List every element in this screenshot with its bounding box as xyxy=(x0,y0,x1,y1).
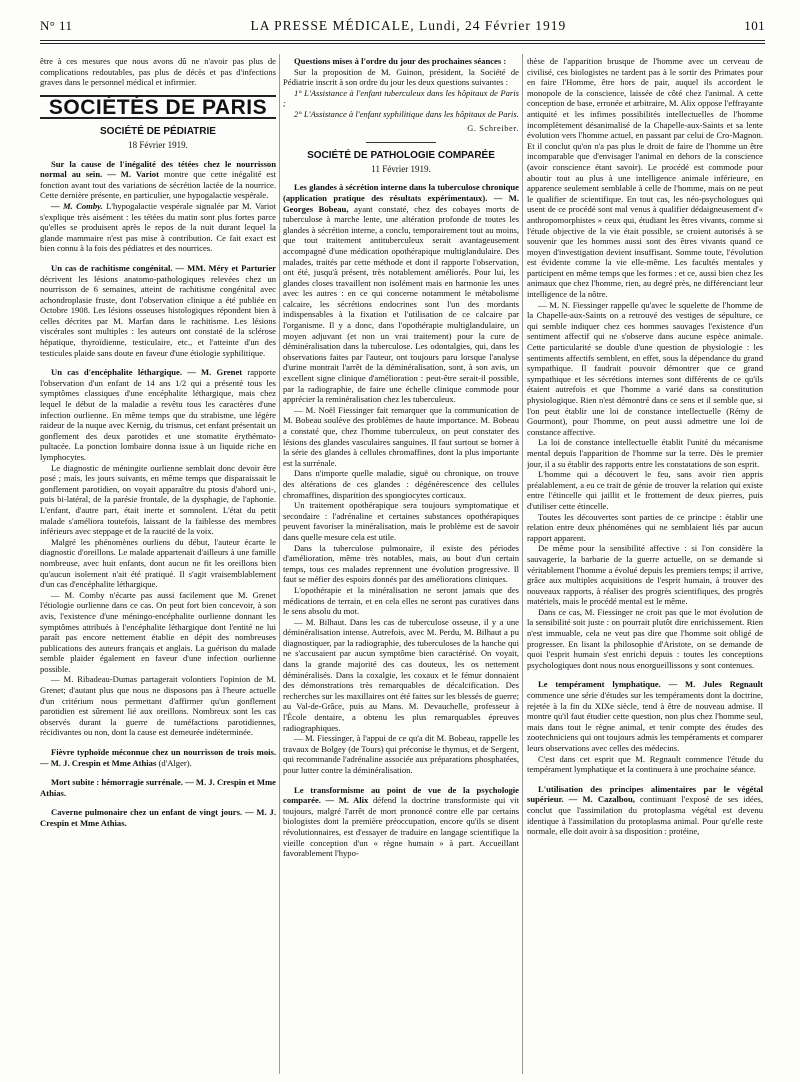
article-paragraph: — M. Ribadeau-Dumas partagerait volontiers l'opinion de M. Grenet; d'autant plus que nous ne disposons pas à l'heure actuelle d'un critérium nous permettant d'affirmer qu'un gonflement parotidien est sûrement lié aux oreillons. Nombreux sont les cas observés durant la guerre de tuméfactions parotidiennes, récidivantes ou non, dont la cause est demeurée indéterminée. xyxy=(40,674,276,738)
column-right xyxy=(527,56,763,1074)
intro-paragraph: être à ces mesures que nous avons dû ne n'avoir pas plus de complications redoutables, pas plus de décès et pas d'infections graves dans le personnel médical et infirmier. xyxy=(40,56,276,88)
article-paragraph: — M. Fiessinger, à l'appui de ce qu'a dit M. Bobeau, rappelle les travaux de Bolgey (de Tours) qui préconise le thymus, et de Sergent, qui recommande l'adrénaline associée aux préparations phosphatées, pour lutter contre la déminéralisation. xyxy=(283,733,519,775)
article-paragraph: Malgré les phénomènes ourliens du début, l'auteur écarte le diagnostic d'oreillons. Le malade appartenait d'ailleurs à une famille nombreuse, avec huit enfants, dont aucun ne fit les oreillons bien qu'aucun isolement n'ait été pratiqué. Il s'agit vraisemblablement d'un cas d'encéphalite léthargique. xyxy=(40,536,276,590)
issue-number: N° 11 xyxy=(40,18,73,33)
article-paragraph: L'homme qui a découvert le feu, sans avoir rien appris préalablement, a eu ce trait de génie de trouver la relation qui existe entre l'étincelle qui jaillit et le frottement de deux pierres, puis d'utiliser cette étincelle. xyxy=(527,469,763,511)
society-heading: SOCIÉTÉ DE PÉDIATRIE xyxy=(100,126,216,138)
section-title: SOCIÉTÉS DE PARIS xyxy=(40,95,276,120)
article-paragraph: — M. N. Fiessinger rappelle qu'avec le squelette de l'homme de la Chapelle-aux-Saints on a retrouvé des vestiges de sépulture, ce qui semble indiquer chez ces hommes sauvages l'existence d'un sentiment affectif qui ne s'observe dans aucune espèce animale. Cette particularité se double d'une question de physiologie : les sentiments affectifs semblent, en effet, sous la dépendance du grand sympathique. Il faudrait pouvoir démontrer que ce grand sympathique et les sécrétions internes sont différents de ce qu'ils étaient autrefois et que l'homme a varié dans sa constitution physiologique. Rien n'est démontré dans ce sens et il semble que, si l'on peut établir une loi de constance intellectuelle (Rémy de Gourmont), pour l'homme, on peut aussi admettre une loi de constance affective. xyxy=(527,299,763,437)
column-divider xyxy=(279,54,280,1074)
header-rule-second xyxy=(40,43,765,44)
article-paragraph: La loi de constance intellectuelle établit l'unité du mécanisme mental depuis l'apparition de l'homme sur la terre. Dès le premier jour, il a su établir des rapports entre les constatations de son esprit. xyxy=(527,437,763,469)
article-paragraph: Les glandes à sécrétion interne dans la tuberculose chronique (application pratique des résultats expérimentaux). — M. Georges Bobeau, ayant constaté, chez des cobayes morts de tuberculose à marche lente, une altération profonde de toutes les glandes à sécrétion interne, a conclu, temporairement tout au moins, que tout traitement antituberculeux serait avantageusement accompagné d'une médication opothérapique multiglandulaire. Des malades, traités par cette méthode et dont il rapporte l'observation, ont été, jusqu'à présent, très notablement améliorés. Pour lui, les glandes closes travaillent non isolément mais en harmonie les unes avec les autres : en ce qui concerne notamment le métabolisme calcaire, les sécrétions endocrines sont l'un des mordants indispensables à la fixation et l'utilisation de ce calcaire par l'organisme. Il y a donc, dans l'opothérapie multiglandulaire, un moyen adjuvant (et non un vrai traitement) pour la cure de déminéralisation dans la tuberculose. Les odontalgies, qui, dans les observations faites par l'auteur, ont toujours paru lorsque l'analyse d'urine montrait l'arrêt de la déminéralisation, sont, à son avis, un excellent signe clinique d'amélioration : peut-être serait-il possible, par la radiographie, de faire une échelle clinique commode pour apprécier la reminéralisation chez les tuberculeux. xyxy=(283,182,519,405)
article-title: Caverne pulmonaire chez un enfant de vingt jours. — M. J. Crespin et Mme Athias. xyxy=(40,807,276,828)
article-paragraph: Le tempérament lymphatique. — M. Jules Regnault commence une série d'études sur les tempéraments dont la doctrine, rejetée à la fin du XIXe siècle, tend à être de nouveau admise. Il montre qu'il faut étudier cette question, non plus chez l'homme seul, mais dans tout le règne animal, et tenir compte des études des zootechniciens qui ont toujours admis les tempéraments et comparer leurs observations avec celles des médecins. xyxy=(527,679,763,753)
article-paragraph: Dans n'importe quelle maladie, siguë ou chronique, on trouve des altérations de ces glandes : dégénérescence des cellules chromaffines, disparition des spongiocytes corticaux. xyxy=(283,468,519,500)
article-paragraph: — M. Bilhaut. Dans les cas de tuberculose osseuse, il y a une déminéralisation intense. Autrefois, avec M. Perdu, M. Bilhaut a pu diagnostiquer, par la radiographie, des tuberculoses de la hanche qui ne s'accusaient par aucun symptôme bien caractérisé. On voyait, dans la grande majorité des cas douteux, les os nettement déminéralisés. Dans la coxalgie, les coxaux et le fémur donnaient des démonstrations très remarquables de décalcification. Des recherches sur les maxillaires ont été faites sur les blessés de guerre; au Val-de-Grâce, puis au Mans. M. Devauchelle, professeur à l'École dentaire, a obtenu les plus remarquables épreuves radiographiques. xyxy=(283,616,519,733)
article-paragraph: — M. Comby. L'hypogalactie vespérale signalée par M. Variot s'explique très aisément : les tétées du matin sont plus fortes parce qu'elles se produisent après le repos de la nuit durant lequel la glande mammaire n'est pas mise à contribution. Ce fait exact est bien connu à la fois des pédiatres et des nourrices. xyxy=(40,200,276,254)
article-paragraph: Dans ce cas, M. Fiessinger ne croit pas que le mot évolution de la sensibilité soit juste : on pourrait plutôt dire enrichissement. Rien n'est immuable, cela ne veut pas dire que l'homme soit obligé de progresser. En lisant la philosophie d'Aristote, on se demande de quoi l'esprit humain s'est enrichi depuis : toutes les conceptions psychologiques dont nous nous enorgueillissons y sont contenues. xyxy=(527,606,763,670)
article-paragraph: L'opothérapie et la minéralisation ne seront jamais que des médications de terrain, et en cela elles ne seront pas curatives dans le sens absolu du mot. xyxy=(283,584,519,617)
separator-rule xyxy=(366,142,436,143)
article-paragraph: — M. Noël Fiessinger fait remarquer que la communication de M. Bobeau soulève des problèmes de haute importance. M. Bobeau a constaté que, chez l'homme tuberculeux, on peut constater des lésions des glandes vasculaires sanguines. Il faut surtout se borner à la série des glandes à cellules chromaffines, dont la plus importante est la surrénale. xyxy=(283,404,519,468)
article-paragraph: Dans la tuberculose pulmonaire, il existe des périodes d'amélioration, même très notables, mais, au bout d'un certain temps, tous ces malades reprennent une évolution progressive. Il faut se méfier des espoirs donnés par des améliorations cliniques. xyxy=(283,542,519,585)
journal-title: LA PRESSE MÉDICALE, Lundi, 24 Février 1919 xyxy=(250,18,567,33)
article-paragraph: Toutes les découvertes sont parties de ce principe : établir une relation entre deux phénomènes qui ne semblaient liés par aucun rapport apparent. xyxy=(527,511,763,543)
article-paragraph: thèse de l'apparition brusque de l'homme avec un cerveau de civilisé, ces biologistes ne tardent pas à le sortir des Primates pour en faire l'Homme, être hors de pair, auquel ils accordent le monopole de la conscience, laissée de côté chez l'animal. A cette conception de base, erronée et arbitraire, M. Alix oppose l'effrayante antiquité et les infimes possibilités intellectuelles de l'homme incomplètement désanimalisé de la Chapelle-aux-Saints et sa lente évolution vers l'homme actuel, en passant par celui de Cro-Magnon. Et il conclut qu'on n'a pas plus le droit de faire de l'homme un être incomparable que d'envisager l'animal en dehors de la conscience (avoir conscience étant savoir). Le procédé est commode pour aboutir tout au plus à une intelligence animale inférieure, en apparence seulement semblable à celle de l'homme, mais on ne peut le qualifier de scientifique. En tout cas, les néo-psychologues qui usent de ce procédé sont mal venus à qualifier dédaigneusement d'« anthropomorphistes » ceux qui, étudiant les êtres vivants, comme si l'étude objective de la vie était possible, se croient autorisés à se souvenir que les hommes aussi sont des êtres vivants quand ce moyen d'investigation devient insuffisant. Somme toute, l'évolution est évidente comme la vie elle-même. Les facultés mentales y participent en même temps que les formes : et ce, aussi bien chez les animaux que chez l'homme, rien, au degré près, ne différenciant leur intelligence de la nôtre. xyxy=(527,56,763,300)
article-paragraph: Le diagnostic de méningite ourlienne semblait donc devoir être posé ; mais, les jours suivants, en même temps que disparaissait le gonflement parotidien, on voyait apparaître du ptosis d'abord uni-, puis bi-latéral, de la parésie frontale, de la dysphagie, de l'aphonie. L'enfant, d'autre part, était inerte et somnolent. L'état du petit malade s'améliora toutefois, laissant de la faiblesse des membres inférieurs avec steppage et de la raucité de la voix. xyxy=(40,462,276,537)
article-paragraph: C'est dans cet esprit que M. Regnault commence l'étude du tempérament lymphatique et la continuera à une prochaine séance. xyxy=(527,753,763,775)
society-heading: SOCIÉTÉ DE PATHOLOGIE COMPARÉE xyxy=(307,150,495,162)
page-number: 101 xyxy=(744,18,765,33)
article-paragraph: Le transformisme au point de vue de la psychologie comparée. — M. Alix défend la doctrine transformiste qui vit toujours, malgré l'arrêt de mort prononcé contre elle par certains biologistes dont la première préoccupation, encore qu'ils se disent révolutionnaires, est d'essayer de traduire en langage scientifique la vieille conception d'un « règne humain » à part. Accueillant favorablement l'hypo- xyxy=(283,784,519,859)
column-divider xyxy=(522,54,523,1074)
article-paragraph: Sur la proposition de M. Guinon, président, la Société de Pédiatrie inscrit à son ordre du jour les deux questions suivantes : xyxy=(283,66,519,88)
page-header xyxy=(40,18,765,38)
article-paragraph: L'utilisation des principes alimentaires par le végétal supérieur. — M. Cazalbou, continuant l'exposé de ses idées, conclut que l'assimilation du protoplasma végétal est devenu identique à l'assimilation du protoplasma animal. Pour qu'elle reste normale, elle doit avoir à sa disposition : protéine, xyxy=(527,783,763,837)
questions-heading: Questions mises à l'ordre du jour des prochaines séances : xyxy=(294,56,507,66)
column-middle xyxy=(283,56,519,1074)
session-date: 11 Février 1919. xyxy=(371,163,431,174)
article-paragraph: Sur la cause de l'inégalité des tétées chez le nourrisson normal au sein. — M. Variot montre que cette inégalité est fonction avant tout des variations de sécrétion lactée de la nourrice. Cette dernière présente, en particulier, une hypogalactie vespérale. xyxy=(40,158,276,201)
article-paragraph: Un cas d'encéphalite léthargique. — M. Grenet rapporte l'observation d'un enfant de 14 ans 1/2 qui a présenté tous les symptômes classiques d'une encéphalite léthargique, mais chez lequel le début de la maladie a revêtu tous les caractères d'une infection ourlienne. En même temps que du strabisme, une légère raideur de la nuque avec Kernig, du trismus, cet enfant présentait un gonflement des deux parotides et une stomatite érythémato-pultacée. La ponction lombaire donna issue à un liquide riche en lymphocytes. xyxy=(40,367,276,462)
author-signature: G. Schreiber. xyxy=(467,123,519,133)
article-title: Mort subite : hémorragie surrénale. — M. J. Crespin et Mme Athias. xyxy=(40,777,276,798)
article-paragraph: Un traitement opothérapique sera toujours symptomatique et secondaire : l'adrénaline et certaines substances opothérapiques peuvent favoriser la minéralisation, mais le problème est de savoir dans quelle mesure cela est utile. xyxy=(283,500,519,542)
article-paragraph: — M. Comby n'écarte pas aussi facilement que M. Grenet l'étiologie ourlienne dans ce cas. On peut fort bien concevoir, à son avis, l'existence d'une méningo-encéphalite ourlienne donnant les symptômes attribués à l'encéphalite léthargique dont l'entité ne lui paraît pas encore nettement établie en dépit des nombreuses publications des auteurs français et anglais. La guérison du malade semble plaider également en faveur d'une infection ourlienne possible. xyxy=(40,589,276,674)
article-paragraph: Fièvre typhoïde méconnue chez un nourrisson de trois mois. — M. J. Crespin et Mme Athias (d'Alger). xyxy=(40,747,276,768)
question-item: 2° L'Assistance à l'enfant syphilitique dans les hôpitaux de Paris. xyxy=(294,108,519,119)
article-paragraph: De même pour la sensibilité affective : si l'on considère la sauvagerie, la barbarie de la guerre actuelle, on se demande si véritablement l'homme a évolué depuis les premiers temps; il arrive, grâce aux multiples acquisitions de l'esprit humain, à trouver des nouveaux rapports, à réaliser des progrès scientifiques, des progrès matériels, mais le procédé mental est le même. xyxy=(527,543,763,607)
question-item: 1° L'Assistance à l'enfant tuberculeux dans les hôpitaux de Paris ; xyxy=(283,87,519,109)
article-paragraph: Un cas de rachitisme congénital. — MM. Méry et Parturier décrivent les lésions anatomo-pathologiques relevées chez un nourrisson de 6 semaines, atteint de rachitisme congénital avec achondroplasie fruste, dont l'observation clinique a été publiée en Octobre 1908. Les lésions osseuses histologiques répondent bien à celles décrites par M. Marfan dans le rachitisme. Les lésions viscérales sont multiples : les auteurs ont constaté de la sclérose hépatique, thyroïdienne, testiculaire, etc., et l'atteinte d'un des testicules plaide sans doute en faveur d'une étiologie syphilitique. xyxy=(40,262,276,358)
column-left xyxy=(40,56,276,1074)
session-date: 18 Février 1919. xyxy=(128,139,188,150)
header-rule xyxy=(40,40,765,41)
